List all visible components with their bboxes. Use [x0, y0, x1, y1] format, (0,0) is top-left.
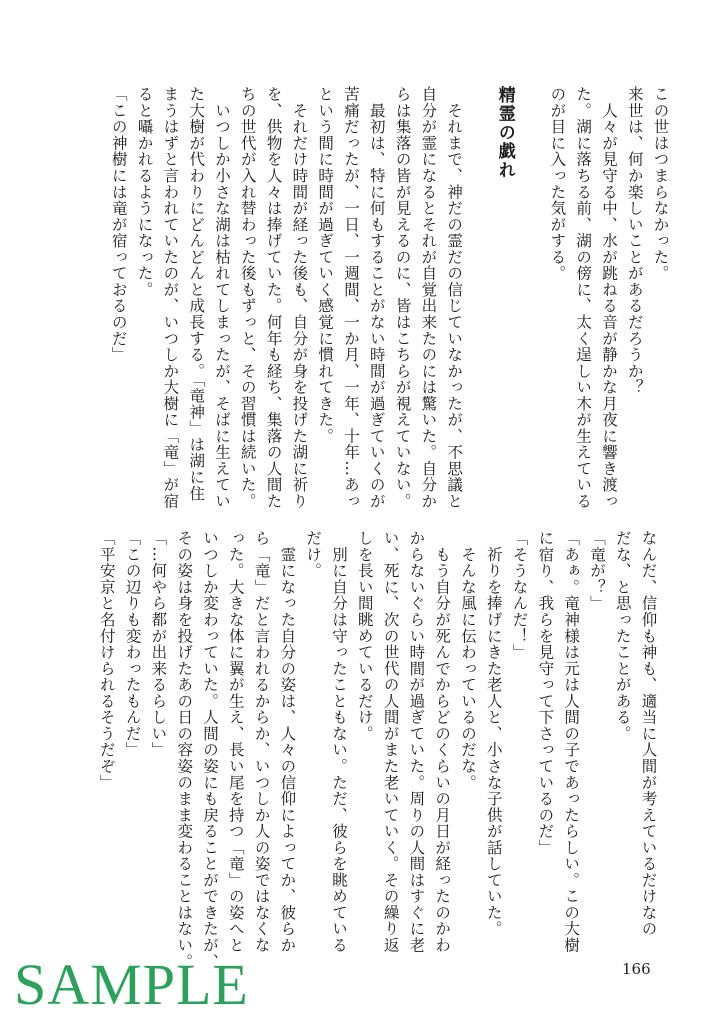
text-column: った。大きな体に翼が生え、長い尾を持つ「竜」の姿へと — [226, 530, 245, 954]
text-column: た。湖に落ちる前、湖の傍に、太く逞しい木が生えている — [574, 86, 593, 510]
text-column: を、供物を人々は捧げていた。何年も経ち、集落の人間た — [264, 86, 283, 510]
text-column: 人々が見守る中、水が跳ねる音が静かな月夜に響き渡っ — [599, 86, 618, 510]
lower-text-block — [88, 530, 656, 969]
section-heading: 精霊の戯れ — [494, 86, 515, 180]
text-column: そんな風に伝わっているのだな。 — [458, 530, 477, 791]
text-column: た大樹が代わりにどんどんと成長する。「竜神」は湖に住 — [187, 86, 206, 502]
text-column: からないぐらい時間が過ぎていた。周りの人間はすぐに老 — [407, 530, 426, 954]
text-column: 最初は、特に何もすることがない時間が過ぎていくのが — [367, 86, 386, 510]
text-column: ると囁かれるようになった。 — [135, 86, 154, 298]
text-column: 来世は、何か楽しいことがあるだろうか？ — [625, 86, 644, 396]
blank-column — [469, 86, 487, 509]
text-column: 「竜が？」 — [587, 530, 606, 612]
text-column: だけ。 — [304, 530, 323, 579]
text-column: なんだ、信仰も神も、適当に人間が考えているだけなの — [639, 530, 658, 937]
text-column: それまで、神だの霊だの信じていなかったが、不思議と — [445, 86, 464, 510]
text-column: この世はつまらなかった。 — [651, 86, 670, 282]
text-column: ちの世代が入れ替わった後もずっと、その習慣は続いた。 — [238, 86, 257, 510]
sample-watermark: SAMPLE — [14, 952, 249, 1017]
text-column: 「そうなんだ！」 — [510, 530, 529, 661]
text-column: 「この神樹には竜が宿っておるのだ」 — [109, 86, 128, 363]
text-column: 自分が霊になるとそれが自覚出来たのには驚いた。自分か — [419, 86, 438, 510]
text-column: という間に時間が過ぎていく感覚に慣れてきた。 — [316, 86, 335, 445]
page-number: 166 — [622, 960, 651, 978]
text-column: 「平安京と名付けられるそうだぞ」 — [97, 530, 116, 791]
text-column: 「あぁ。竜神様は元は人間の子であったらしい。この大樹 — [562, 530, 581, 954]
text-column: い、死に、次の世代の人間がまた老いていく。その繰り返 — [381, 530, 400, 954]
text-column: らは集落の皆が見えるのに、皆はこちらが視えていない。 — [393, 86, 412, 510]
text-column: まうはずと言われていたのが、いつしか大樹に「竜」が宿 — [161, 86, 180, 510]
text-column: だな、と思ったことがある。 — [613, 530, 632, 742]
text-column: 「…何やら都が出来るらしい」 — [149, 530, 168, 758]
text-column: 霊になった自分の姿は、人々の信仰によってか、彼らか — [278, 530, 297, 954]
text-column: それだけ時間が経った後も、自分が身を投げた湖に祈り — [290, 86, 309, 510]
blank-column — [521, 86, 539, 509]
text-column: もう自分が死んでからどのくらいの月日が経ったのかわ — [433, 530, 452, 954]
text-column: 祈りを捧げにきた老人と、小さな子供が話していた。 — [484, 530, 503, 937]
text-column: 苦痛だったが、一日、一週間、一か月、一年、十年…あっ — [341, 86, 360, 510]
text-column: その姿は身を投げたあの日の容姿のまま変わることはない。 — [175, 530, 194, 970]
text-column: 別に自分は守ったこともない。ただ、彼らを眺めている — [329, 530, 348, 954]
upper-text-block — [100, 86, 668, 509]
text-column: しを長い間眺めているだけ。 — [355, 530, 374, 742]
text-column: に宿り、我らを見守って下さっているのだ」 — [536, 530, 555, 856]
text-column: 「この辺りも変わったもんだ」 — [123, 530, 142, 758]
text-column: ら「竜」だと言われるからか、いつしか人の姿ではなくな — [252, 530, 271, 954]
text-column: のが目に入った気がする。 — [548, 86, 567, 282]
text-column: いつしか小さな湖は枯れてしまったが、そばに生えてい — [212, 86, 231, 510]
text-column: いつしか変わっていた。人間の姿にも戻ることができたが、 — [200, 530, 219, 970]
